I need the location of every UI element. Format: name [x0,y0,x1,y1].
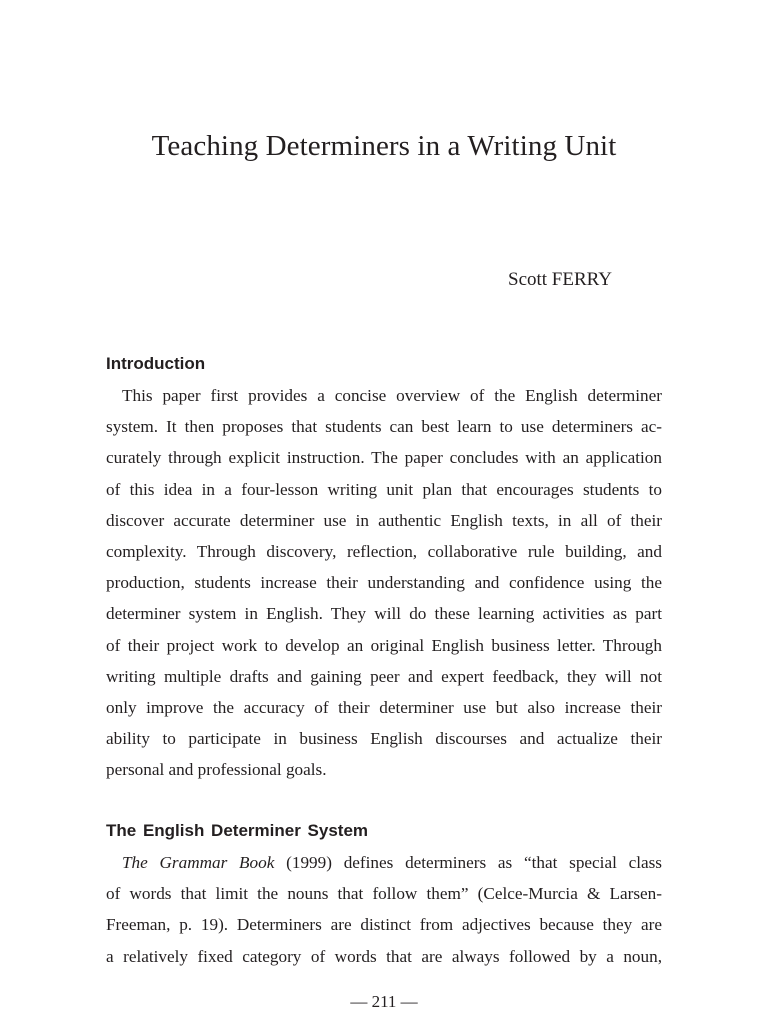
text-line: ability to participate in business English discourses and actualize their [106,729,662,749]
text-line: only improve the accuracy of their determiner use but also increase their [106,697,662,717]
paper-title: Teaching Determiners in a Writing Unit [151,130,617,162]
text-line: determiner system in English. They will do these learning activities as part [106,604,662,624]
text-line: a relatively fixed category of words that are always followed by a noun, [106,946,662,966]
text-line: production, students increase their understanding and confidence using the [106,573,662,593]
text-line: of this idea in a four-lesson writing unit plan that encourages students to [106,479,662,499]
determiner-system-paragraph [106,847,662,972]
text-line: curately through explicit instruction. The paper concludes with an application [106,448,662,468]
text-line: of words that limit the nouns that follow them” (Celce-Murcia & Larsen- [106,884,662,904]
text-line-rest: (1999) defines determiners as “that special class [274,853,662,872]
page-number: — 211 — [350,992,418,1011]
text-line: Freeman, p. 19). Determiners are distinct from adjectives because they are [106,915,662,935]
book-title: The Grammar Book [122,853,275,872]
introduction-paragraph [106,380,662,785]
text-line: This paper first provides a concise overview of the English determiner [122,386,662,405]
text-line: personal and professional goals. [106,760,327,780]
text-line: system. It then proposes that students can best learn to use determiners ac- [106,417,662,437]
text-line: writing multiple drafts and gaining peer and expert feedback, they will not [106,666,662,686]
text-line: complexity. Through discovery, reflection, collaborative rule building, and [106,541,662,561]
text-line: discover accurate determiner use in authentic English texts, in all of their [106,510,662,530]
text-line: of their project work to develop an original English business letter. Through [106,635,662,655]
text-line [106,847,662,878]
author-name: Scott FERRY [508,269,612,290]
section-heading-determiner-system: The English Determiner System [106,821,369,840]
section-heading-introduction: Introduction [106,354,206,373]
